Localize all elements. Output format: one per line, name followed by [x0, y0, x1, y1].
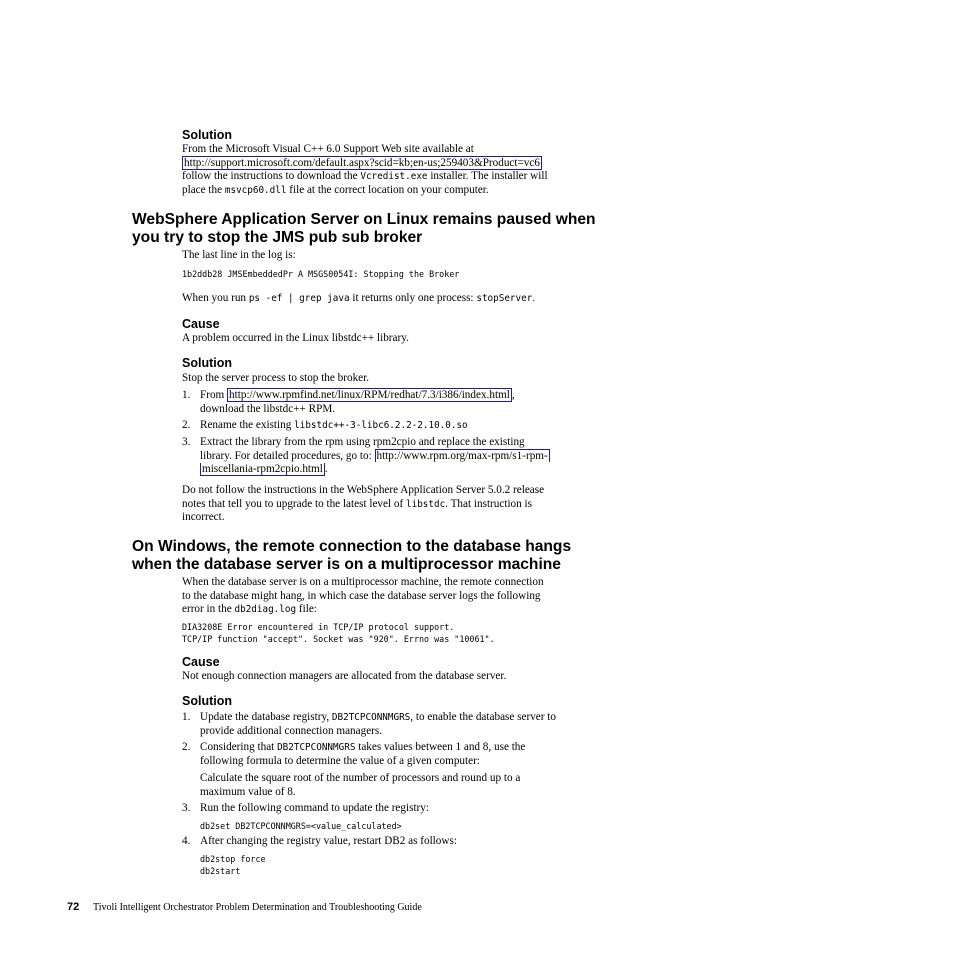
solution-intro: Stop the server process to stop the broker. [182, 372, 370, 384]
db-step-3: Run the following command to update the registry: [200, 802, 429, 814]
page-number: 72 [67, 901, 80, 913]
db-step-1: Update the database registry, DB2TCPCONNMGRS, to enable the database server to provide additional connection managers. [200, 711, 556, 737]
microsoft-support-link[interactable]: http://support.microsoft.com/default.aspx?scid=kb;en-us;259403&Product=vc6 [184, 157, 540, 169]
step-number: 3. [182, 802, 191, 814]
log-intro: The last line in the log is: [182, 249, 296, 261]
run-text: When you run ps -ef | grep java it returns only one process: stopServer. [182, 292, 536, 304]
solution-heading-2: Solution [182, 356, 232, 370]
step-number: 1. [182, 389, 191, 401]
rpmfind-link[interactable]: http://www.rpmfind.net/linux/RPM/redhat/7.3/i386/index.html [229, 389, 510, 401]
msvcp-code: msvcp60.dll [224, 185, 287, 196]
db-step-2: Considering that DB2TCPCONNMGRS takes values between 1 and 8, use the following formula to determine the value of a given computer: [200, 741, 526, 767]
rpm-org-link[interactable]: http://www.rpm.org/max-rpm/s1-rpm- [376, 449, 548, 462]
solution-text-line: From the Microsoft Visual C++ 6.0 Support Web site available at [182, 143, 474, 155]
db-step-2-detail: Calculate the square root of the number of processors and round up to a maximum value of 8. [200, 772, 521, 798]
step-2-text: Rename the existing libstdc++-3-libc6.2.2-2.10.0.so [200, 419, 468, 431]
log-line: 1b2ddb28 JMSEmbeddedPr A MSGS0054I: Stopping the Broker [182, 269, 460, 279]
db2set-command: db2set DB2TCPCONNMGRS=<value_calculated> [200, 821, 402, 831]
step-number: 2. [182, 419, 191, 431]
cause-heading-2: Cause [182, 655, 220, 669]
solution-heading-3: Solution [182, 694, 232, 708]
support-link-line [182, 157, 542, 171]
section-title-websphere: WebSphere Application Server on Linux remains paused when you try to stop the JMS pub sub broker [132, 211, 596, 246]
note-paragraph: Do not follow the instructions in the WebSphere Application Server 5.0.2 release notes that tell you to upgrade to the latest level of libstdc. That instruction is incorrect. [182, 484, 545, 524]
step-number: 3. [182, 436, 191, 448]
windows-paragraph: When the database server is on a multiprocessor machine, the remote connection to the database might hang, in which case the database server logs the following error in the db2diag.log file: [182, 576, 544, 616]
solution-text-line: place the msvcp60.dll file at the correct location on your computer. [182, 184, 489, 196]
step-3-text: Extract the library from the rpm using rpm2cpio and replace the existing library. For detailed procedures, go to: http://www.rpm.org/max-rpm/s1-rpm- miscellania-rpm2cpio.html . [200, 436, 548, 476]
step-number: 2. [182, 741, 191, 753]
step-number: 4. [182, 835, 191, 847]
cause-heading-1: Cause [182, 317, 220, 331]
footer-title: Tivoli Intelligent Orchestrator Problem Determination and Troubleshooting Guide [93, 902, 422, 913]
rpm-org-link-cont[interactable]: miscellania-rpm2cpio.html [202, 463, 323, 476]
section-title-windows: On Windows, the remote connection to the database hangs when the database server is on a multiprocessor machine [132, 538, 572, 573]
db2start-command: db2start [200, 866, 241, 876]
step-number: 1. [182, 711, 191, 723]
solution-heading-1: Solution [182, 128, 232, 142]
error-line-2: TCP/IP function "accept". Socket was "920". Errno was "10061". [182, 634, 495, 644]
solution-text-line: follow the instructions to download the Vcredist.exe installer. The installer will [182, 170, 548, 182]
db2stop-command: db2stop force [200, 854, 266, 864]
error-line-1: DIA3208E Error encountered in TCP/IP protocol support. [182, 622, 455, 632]
cause-text: A problem occurred in the Linux libstdc++ library. [182, 332, 409, 344]
db-step-4: After changing the registry value, restart DB2 as follows: [200, 835, 457, 847]
step-1-text: From http://www.rpmfind.net/linux/RPM/redhat/7.3/i386/index.html , download the libstdc++ RPM. [200, 389, 515, 415]
cause-text-2: Not enough connection managers are allocated from the database server. [182, 670, 507, 682]
vcredist-code: Vcredist.exe [360, 171, 428, 182]
